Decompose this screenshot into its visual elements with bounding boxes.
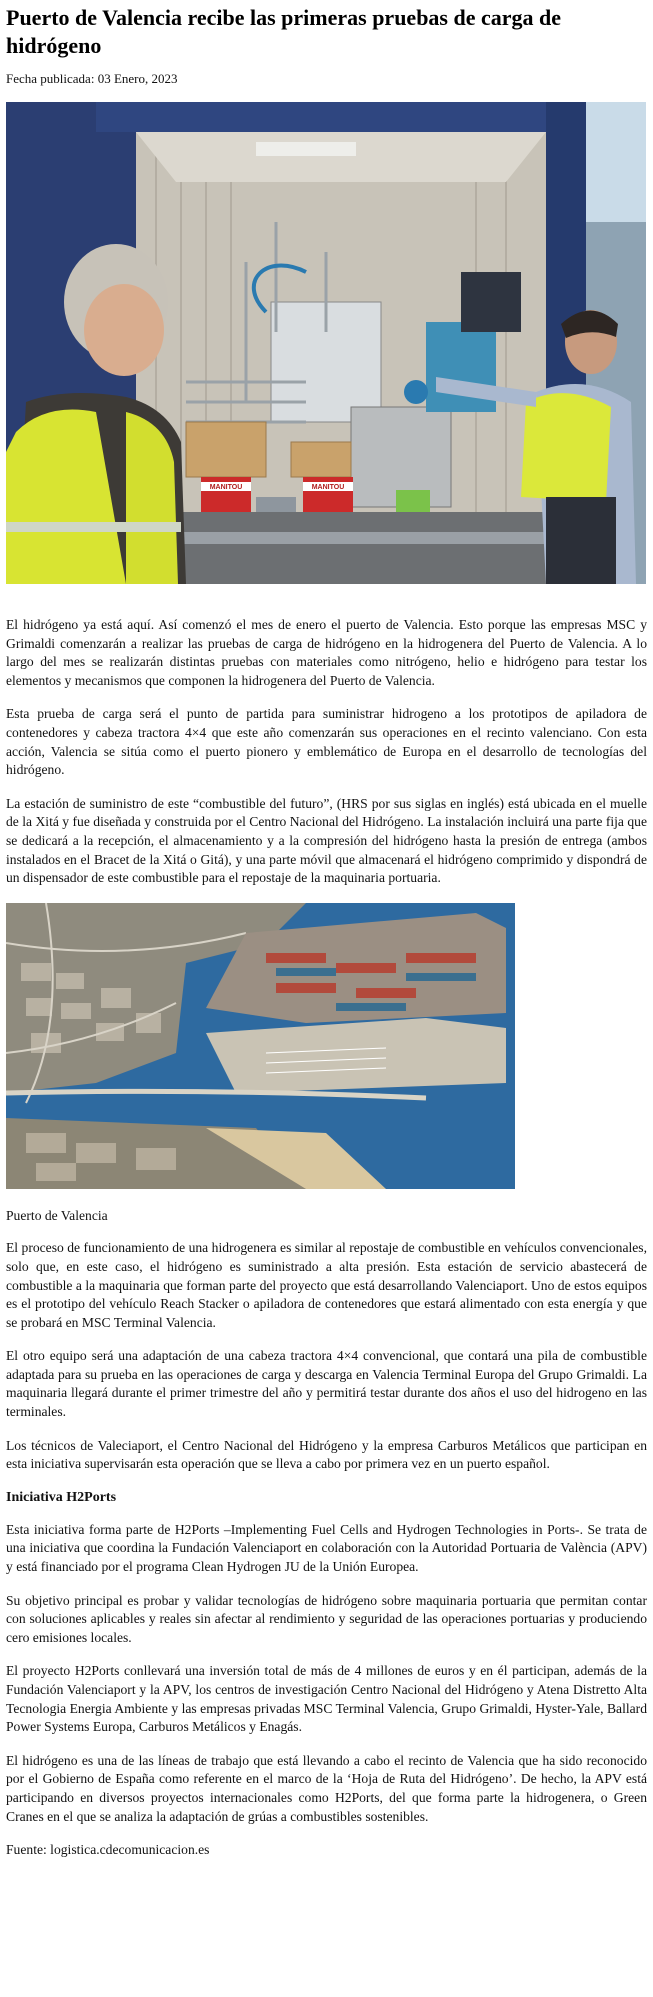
paragraph: Los técnicos de Valeciaport, el Centro Nacional del Hidrógeno y la empresa Carburos Metálicos que participan en esta iniciativa supervisarán esta operación que se lleva a cabo por primera vez en un puerto español. — [6, 1437, 647, 1472]
port-aerial-photo — [6, 903, 515, 1189]
article — [0, 4, 653, 1860]
paragraph: El hidrógeno es una de las líneas de trabajo que está llevando a cabo el recinto de Valencia que ha sido reconocido por el Gobierno de España como referente en el marco de la ‘Hoja de Ruta del Hidrógeno’. De hecho, la APV está participando en diversos proyectos internacionales como H2Ports, del que forma parte la hidrogenera, o Green Cranes en el que se analiza la adaptación de grúas a combustibles sostenibles. — [6, 1752, 647, 1824]
paragraph: El otro equipo será una adaptación de una cabeza tractora 4×4 convencional, que contará una pila de combustible adaptada para su prueba en las operaciones de carga y descarga en Valencia Terminal Europa del Grupo Grimaldi. La maquinaria llegará durante el primer trimestre del año y permitirá testar durante dos años el uso del hidrogeno en las terminales. — [6, 1348, 647, 1420]
paragraph: Su objetivo principal es probar y validar tecnologías de hidrógeno sobre maquinaria portuaria que permitan contar con soluciones aplicables y reales sin afectar al rendimiento y seguridad de las operaciones portuarias y produciendo cero emisiones locales. — [6, 1592, 647, 1645]
drum-label-2: MANITOU — [311, 484, 345, 491]
paragraph: El proceso de funcionamiento de una hidrogenera es similar al repostaje de combustible en vehículos convencionales, solo que, en este caso, el hidrógeno es suministrado a alta presión. Esta estación de servicio abastecerá de combustible a la maquinaria que forman parte del proyecto que está desarrollando Valenciaport. Uno de estos equipos es el prototipo del vehículo Reach Stacker o apiladora de contenedores que estará alimentado con esta energía y que se probará en MSC Terminal Valencia. — [6, 1240, 647, 1330]
paragraph: Esta iniciativa forma parte de H2Ports –Implementing Fuel Cells and Hydrogen Technologies in Ports-. Se trata de una iniciativa que coordina la Fundación Valenciaport en colaboración con la Autoridad Portuaria de València (APV) y está financiado por el programa Clean Hydrogen JU de la Unión Europea. — [6, 1521, 647, 1575]
publish-date — [6, 70, 647, 88]
article-title: Puerto de Valencia recibe las primeras pruebas de carga de hidrógeno — [6, 5, 562, 58]
paragraph: El proyecto H2Ports conllevará una inversión total de más de 4 millones de euros y en él participan, además de la Fundación Valenciaport y la APV, los centros de investigación Centro Nacional del Hidrógeno y Atena Distretto Alta Tecnologia Energia Ambiente y las empresas privadas MSC Terminal Valencia, Grupo Grimaldi, Hyster-Yale, Ballard Power Systems Europa, Carburos Metálicos y Enagás. — [6, 1663, 647, 1735]
date-label: Fecha publicada: — [6, 71, 95, 86]
paragraph: El hidrógeno ya está aquí. Así comenzó el mes de enero el puerto de Valencia. Esto porque las empresas MSC y Grimaldi comenzarán a realizar las pruebas de carga de hidrógeno en la hidrogenera del Puerto de Valencia. A lo largo del mes se realizarán distintas pruebas con materiales como nitrógeno, helio e hidrógeno para testar los elementos y mecanismos que componen la hidrogenera del Puerto de Valencia. — [6, 617, 647, 688]
paragraph: La estación de suministro de este “combustible del futuro”, (HRS por sus siglas en inglés) está ubicada en el muelle de la Xitá y fue diseñada y construida por el Centro Nacional del Hidrógeno. La instalación incluirá una parte fija que se dedicará a la recepción, el almacenamiento y a la compresión del hidrógeno hasta la presión de entrega (ambos instalados en el Bracet de la Xitá o Gitá), y una parte móvil que almacenará el hidrógeno comprimido y dispondrá de un dispensador de este combustible para el repostaje de la maquinaria portuaria. — [6, 795, 647, 886]
section-heading: Iniciativa H2Ports — [6, 1489, 117, 1505]
drum-label-1: MANITOU — [209, 484, 243, 491]
image-caption: Puerto de Valencia — [6, 1207, 108, 1223]
date-value: 03 Enero, 2023 — [97, 71, 178, 86]
hero-image — [6, 102, 646, 584]
port-aerial-image — [6, 903, 515, 1189]
hydrogen-station-photo — [6, 102, 646, 584]
paragraph: Esta prueba de carga será el punto de partida para suministrar hidrogeno a los prototipos de apiladora de contenedores y cabeza tractora 4×4 que este año comenzarán sus operaciones en el recinto valenciano. Con esta acción, Valencia se sitúa como el puerto pionero y emblemático de Europa en el desarrollo de tecnologías del hidrógeno. — [6, 706, 647, 778]
source-credit: Fuente: logistica.cdecomunicacion.es — [6, 1842, 210, 1858]
